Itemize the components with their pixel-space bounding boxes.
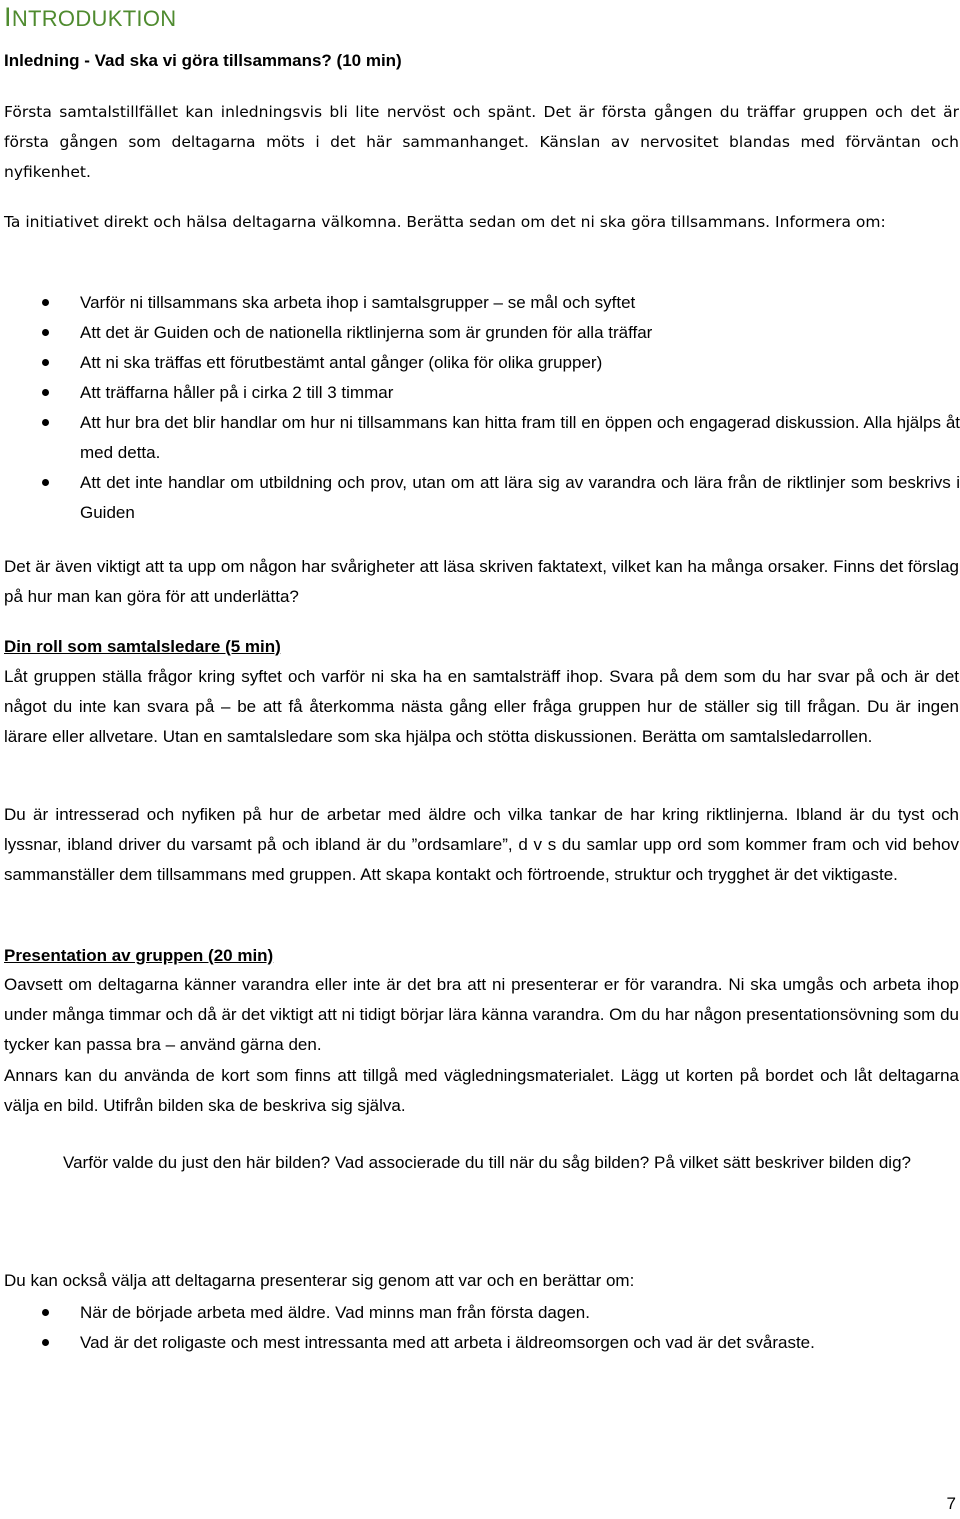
paragraph-intro-2: Ta initiativet direkt och hälsa deltagarna välkomna. Berätta sedan om det ni ska göra tillsammans. Informera om: xyxy=(4,213,886,231)
quote-questions: Varför valde du just den här bilden? Vad associerade du till när du såg bilden? På vilket sätt beskriver bilden dig? xyxy=(63,1153,911,1172)
paragraph-reading-difficulties: Det är även viktigt att ta upp om någon har svårigheter att läsa skriven faktatext, vilket kan ha många orsaker. Finns det förslag på hur man kan göra för att underlätta? xyxy=(4,557,959,606)
paragraph-role-2: Du är intresserad och nyfiken på hur de arbetar med äldre och vilka tankar de har kring riktlinjerna. Ibland är du tyst och lyssnar, ibland driver du varsamt på och ibland är du ”ordsamlare”, d v s du samlar upp ord som kommer fram och vid behov sammanställer dem tillsammans med gruppen. Att skapa kontakt och förtroende, struktur och trygghet är det viktigaste. xyxy=(4,805,959,884)
bullet-icon xyxy=(42,359,49,366)
paragraph-presentation-3: Du kan också välja att deltagarna presenterar sig genom att var och en berättar om: xyxy=(4,1271,635,1290)
list-item: Att ni ska träffas ett förutbestämt antal gånger (olika för olika grupper) xyxy=(0,348,960,378)
list-item: Vad är det roligaste och mest intressanta med att arbeta i äldreomsorgen och vad är det svåraste. xyxy=(0,1328,960,1358)
list-item: Att det är Guiden och de nationella riktlinjerna som är grunden för alla träffar xyxy=(0,318,960,348)
bullet-icon xyxy=(42,329,49,336)
list-item: Att det inte handlar om utbildning och prov, utan om att lära sig av varandra och lära från de riktlinjer som beskrivs i Guiden xyxy=(0,468,960,528)
list-item: Att träffarna håller på i cirka 2 till 3 timmar xyxy=(0,378,960,408)
bullet-icon xyxy=(42,479,49,486)
section-title-intro: Inledning - Vad ska vi göra tillsammans? (10 min) xyxy=(4,51,402,70)
paragraph-intro-1: Första samtalstillfället kan inledningsvis bli lite nervöst och spänt. Det är första gången du träffar gruppen och det är första gången som deltagarna möts i det här sammanhanget. Känslan av nervositet blandas med förväntan och nyfikenhet. xyxy=(4,103,959,181)
bullet-icon xyxy=(42,1339,49,1346)
bullet-list-presentation xyxy=(0,1298,960,1358)
chapter-heading xyxy=(4,2,176,33)
list-item: När de började arbeta med äldre. Vad minns man från första dagen. xyxy=(0,1298,960,1328)
paragraph-presentation-2: Annars kan du använda de kort som finns att tillgå med vägledningsmaterialet. Lägg ut korten på bordet och låt deltagarna välja en bild. Utifrån bilden ska de beskriva sig själva. xyxy=(4,1066,959,1115)
bullet-icon xyxy=(42,299,49,306)
paragraph-presentation-1: Oavsett om deltagarna känner varandra eller inte är det bra att ni presenterar er för varandra. Ni ska umgås och arbeta ihop under många timmar och då är det viktigt att ni tidigt börjar lära känna varandra. Om du har någon presentationsövning som du tycker kan passa bra – använd gärna den. xyxy=(4,975,959,1054)
heading-rest: NTRODUKTION xyxy=(11,6,177,31)
bullet-list-inform xyxy=(0,288,960,528)
bullet-icon xyxy=(42,1309,49,1316)
page-number: 7 xyxy=(946,1494,956,1513)
bullet-icon xyxy=(42,419,49,426)
list-item: Varför ni tillsammans ska arbeta ihop i samtalsgrupper – se mål och syftet xyxy=(0,288,960,318)
section-title-presentation: Presentation av gruppen (20 min) xyxy=(4,946,274,965)
paragraph-role-1: Låt gruppen ställa frågor kring syftet och varför ni ska ha en samtalsträff ihop. Svara på dem som du har svar på och är det något du inte kan svara på – be att få återkomma nästa gång eller fråga gruppen hur de ställer sig till frågan. Du är ingen lärare eller allvetare. Utan en samtalsledare som ska hjälpa och stötta diskussionen. Berätta om samtalsledarrollen. xyxy=(4,667,959,746)
heading-initial: I xyxy=(4,2,12,32)
section-title-role: Din roll som samtalsledare (5 min) xyxy=(4,637,281,656)
bullet-icon xyxy=(42,389,49,396)
list-item: Att hur bra det blir handlar om hur ni tillsammans kan hitta fram till en öppen och engagerad diskussion. Alla hjälps åt med detta. xyxy=(0,408,960,468)
